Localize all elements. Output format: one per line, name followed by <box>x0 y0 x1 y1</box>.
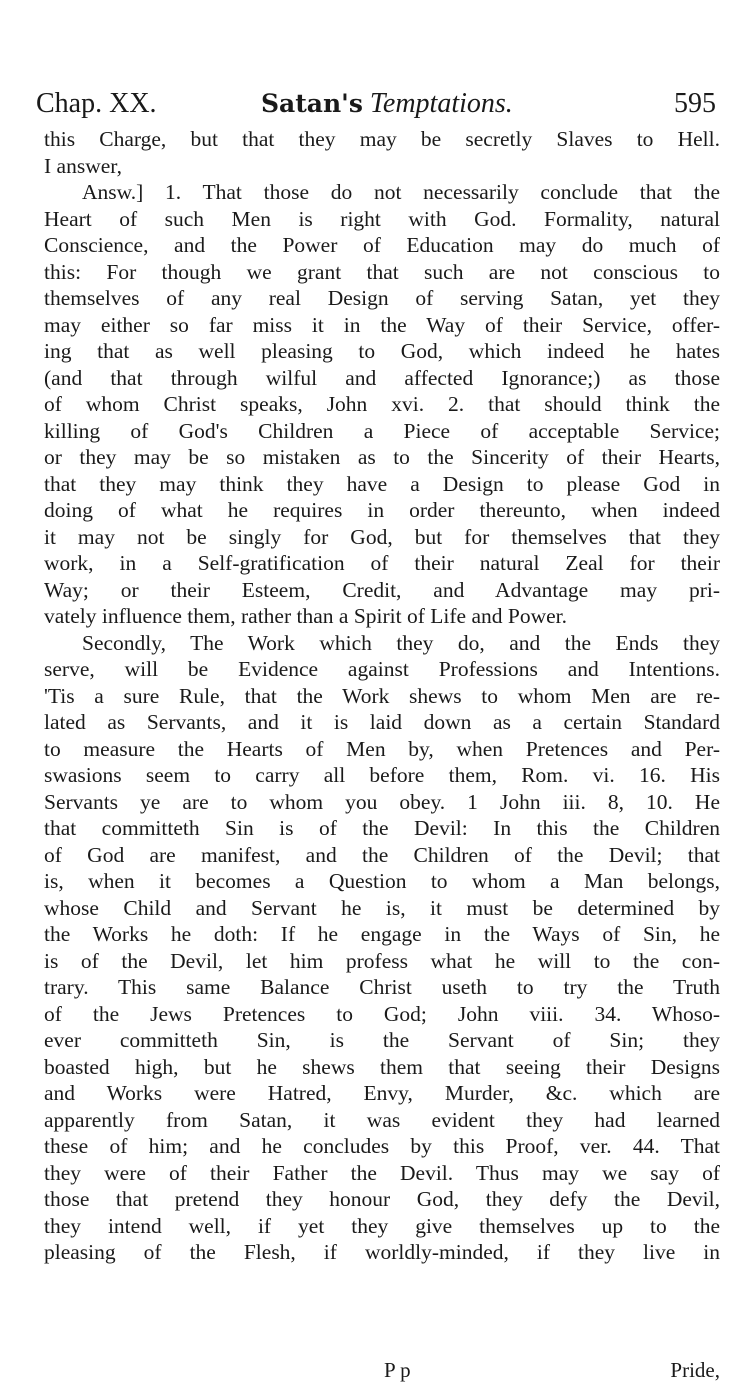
text-line: it may not be singly for God, but for themselves that they <box>44 524 720 549</box>
text-line: ever committeth Sin, is the Servant of Sin; they <box>44 1028 720 1052</box>
text-line: lated as Servants, and it is laid down as a certain Standard <box>44 710 720 734</box>
running-title-blackletter: Satan's <box>261 89 363 118</box>
text-line: swasions seem to carry all before them, Rom. vi. 16. His <box>44 763 720 787</box>
text-line: Servants ye are to whom you obey. 1 John iii. 8, 10. He <box>44 789 720 814</box>
text-line: or they may be so mistaken as to the Sincerity of their Hearts, <box>44 445 720 469</box>
text-line: vately influence them, rather than a Spirit of Life and Power. <box>44 604 567 628</box>
text-line: killing of God's Children a Piece of acceptable Service; <box>44 418 720 443</box>
running-title-italic: Temptations. <box>369 88 513 119</box>
text-line: to measure the Hearts of Men by, when Pretences and Per- <box>44 736 720 761</box>
text-line: 'Tis a sure Rule, that the Work shews to whom Men are re- <box>44 683 720 708</box>
text-line: Secondly, The Work which they do, and the Ends they <box>82 630 720 655</box>
text-line: those that pretend they honour God, they defy the Devil, <box>44 1187 720 1211</box>
text-line: boasted high, but he shews them that seeing their Designs <box>44 1054 720 1079</box>
text-line: may either so far miss it in the Way of their Service, offer- <box>44 312 720 337</box>
text-line: Way; or their Esteem, Credit, and Advantage may pri- <box>44 577 720 602</box>
body-text <box>44 126 720 1266</box>
text-line: (and that through wilful and affected Ignorance;) as those <box>44 365 720 390</box>
text-line: I answer, <box>44 153 122 178</box>
text-line: trary. This same Balance Christ useth to try the Truth <box>44 975 720 999</box>
page-footer <box>0 1358 750 1388</box>
text-line: they were of their Father the Devil. Thus may we say of <box>44 1160 720 1185</box>
text-line: of whom Christ speaks, John xvi. 2. that should think the <box>44 392 720 416</box>
text-line: these of him; and he concludes by this Proof, ver. 44. That <box>44 1134 720 1158</box>
running-title <box>261 88 513 120</box>
signature-mark: P p <box>384 1358 411 1382</box>
text-line: the Works he doth: If he engage in the Ways of Sin, he <box>44 922 720 946</box>
text-line: Heart of such Men is right with God. Formality, natural <box>44 206 720 231</box>
catchword: Pride, <box>670 1358 720 1382</box>
text-line: is of the Devil, let him profess what he will to the con- <box>44 948 720 973</box>
text-line: that committeth Sin is of the Devil: In this the Children <box>44 816 720 840</box>
text-line: Answ.] 1. That those do not necessarily conclude that the <box>82 180 720 204</box>
text-line: pleasing of the Flesh, if worldly-minded, if they live in <box>44 1240 720 1264</box>
text-line: ing that as well pleasing to God, which indeed he hates <box>44 339 720 363</box>
text-line: work, in a Self-gratification of their natural Zeal for their <box>44 551 720 575</box>
text-line: doing of what he requires in order thereunto, when indeed <box>44 498 720 522</box>
chapter-heading: Chap. XX. <box>36 88 157 119</box>
text-line: Conscience, and the Power of Education may do much of <box>44 233 720 257</box>
text-line: they intend well, if yet they give themselves up to the <box>44 1213 720 1238</box>
text-line: of God are manifest, and the Children of the Devil; that <box>44 842 720 867</box>
text-line: apparently from Satan, it was evident they had learned <box>44 1107 720 1132</box>
text-line: is, when it becomes a Question to whom a Man belongs, <box>44 869 720 893</box>
text-line: whose Child and Servant he is, it must be determined by <box>44 895 720 920</box>
text-line: this: For though we grant that such are not conscious to <box>44 259 720 284</box>
text-line: and Works were Hatred, Envy, Murder, &c. which are <box>44 1081 720 1105</box>
text-line: this Charge, but that they may be secretly Slaves to Hell. <box>44 127 720 151</box>
text-line: serve, will be Evidence against Professions and Intentions. <box>44 657 720 681</box>
text-line: that they may think they have a Design to please God in <box>44 471 720 496</box>
running-header <box>36 88 716 128</box>
page-number: 595 <box>674 88 716 119</box>
text-line: of the Jews Pretences to God; John viii. 34. Whoso- <box>44 1001 720 1026</box>
text-line: themselves of any real Design of serving Satan, yet they <box>44 286 720 310</box>
